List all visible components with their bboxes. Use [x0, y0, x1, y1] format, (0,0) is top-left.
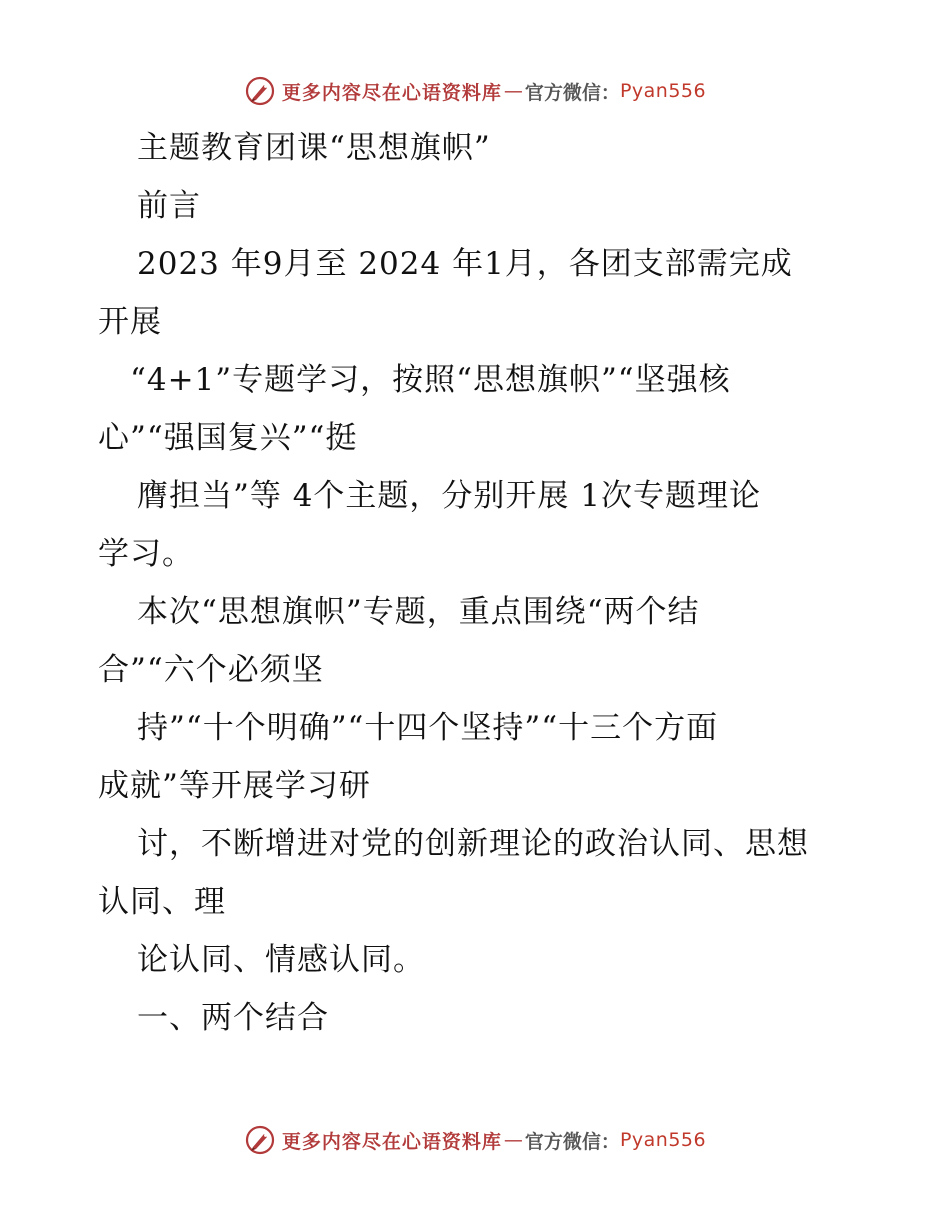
paragraph-line: 心”“强国复兴”“挺 [98, 420, 358, 456]
paragraph-line: 学习。 [98, 536, 194, 572]
paragraph-line: “4+1”专题学习，按照“思想旗帜”“坚强核 [130, 362, 731, 398]
page-footer-watermark [0, 1120, 950, 1160]
watermark-wechat-id: Pyan556 [619, 1129, 707, 1151]
section-heading-preface: 前言 [137, 188, 201, 224]
document-title: 主题教育团课“思想旗帜” [137, 130, 491, 166]
watermark-brand-text: 更多内容尽在心语资料库 [281, 81, 502, 104]
paragraph-line: 成就”等开展学习研 [98, 768, 371, 804]
paragraph-line: 认同、理 [98, 884, 226, 920]
paragraph-line: 本次“思想旗帜”专题，重点围绕“两个结 [137, 594, 700, 630]
watermark-wechat-id: Pyan556 [619, 80, 707, 102]
paragraph-line: 论认同、情感认同。 [137, 942, 425, 978]
paragraph-line: 膺担当”等 4个主题，分别开展 1次专题理论 [137, 478, 762, 514]
section-heading-two-combinations: 一、两个结合 [137, 1000, 329, 1036]
watermark-dash: — [503, 80, 523, 102]
watermark-wechat-label: 官方微信： [524, 81, 620, 104]
watermark-wechat-label: 官方微信： [524, 1130, 620, 1153]
paragraph-line: 持”“十个明确”“十四个坚持”“十三个方面 [137, 710, 719, 746]
paragraph-line: 合”“六个必须坚 [98, 652, 324, 688]
paragraph-line: 2023 年9月至 2024 年1月，各团支部需完成 [137, 246, 793, 282]
pen-logo-icon [244, 1124, 276, 1156]
paragraph-line: 讨，不断增进对党的创新理论的政治认同、思想 [137, 826, 809, 862]
watermark-brand-text: 更多内容尽在心语资料库 [281, 1130, 502, 1153]
paragraph-line: 开展 [98, 304, 162, 340]
watermark-dash: — [503, 1129, 523, 1151]
